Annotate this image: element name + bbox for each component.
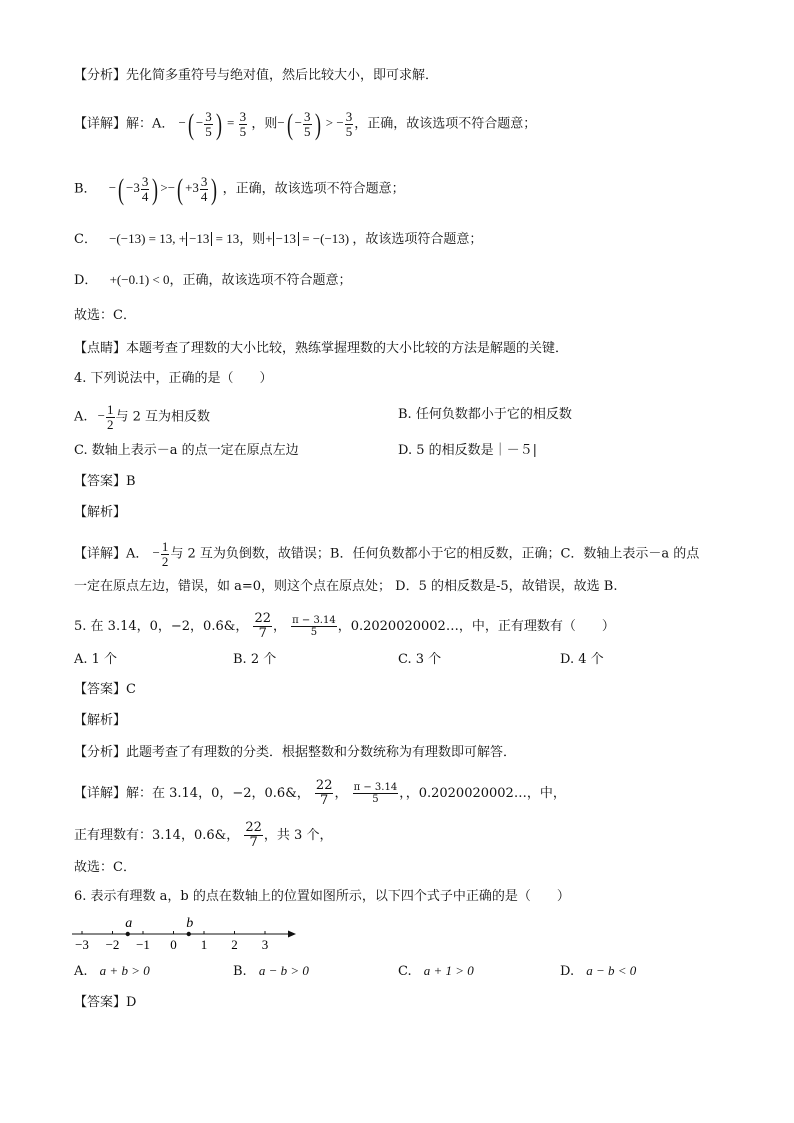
q6-option-b <box>233 961 309 982</box>
denominator: 5 <box>345 124 353 139</box>
q5-option-b: B. 2 个 <box>233 652 277 667</box>
denominator: 4 <box>200 189 208 204</box>
detail-tail: ，正确，故该选项不符合题意； <box>222 181 405 197</box>
then-text: ，则 <box>239 232 266 247</box>
question-prefix: 5. 在 3.14，0，−2，0. <box>74 619 216 634</box>
q6-option-c <box>398 961 474 982</box>
axis-tick-label: 0 <box>170 937 177 952</box>
q5-option-d: D. 4 个 <box>560 652 604 667</box>
detail-4-line2: 一定在原点左边，错误，如 a=0，则这个点在原点处； D．5 的相反数是-5，故错误，故选 B. <box>74 579 618 594</box>
numerator: 3 <box>200 174 208 189</box>
axis-tick-label: 2 <box>231 937 238 952</box>
numerator: 3 <box>205 109 212 124</box>
mixed-whole: −3 <box>126 180 140 196</box>
detail-line-b <box>74 172 405 206</box>
numerator: 3 <box>304 109 311 124</box>
detail-5: 【详解】解：在 3.14，0，−2，0.6̇&， $\frac{22}{7}$ ， $\frac{\pi - 3.14}{5}$ ，，0.2020020002…，中， <box>74 778 566 808</box>
minus-sign: − <box>336 115 344 131</box>
denominator: 5 <box>205 124 212 139</box>
choose-line-1: 故选：C． <box>74 308 136 323</box>
numerator: 1 <box>161 539 169 554</box>
axis-tick-label: 3 <box>261 937 269 952</box>
q6-option-a <box>74 961 150 982</box>
repeating-decimal: 6̇ <box>215 619 224 634</box>
repeating-mark: & <box>223 619 236 634</box>
equals-sign: = <box>226 115 235 131</box>
paren-close: ) <box>215 107 222 141</box>
fraction <box>244 821 263 850</box>
q6-option-d <box>560 961 636 982</box>
detail-tail: ，正确，故该选项不符合题意； <box>169 273 352 288</box>
option-expr: a − b > 0 <box>258 963 309 978</box>
analysis-line-1 <box>74 66 438 86</box>
minus-sign: − <box>195 115 204 131</box>
denominator: 7 <box>258 626 267 641</box>
absolute-value: −13 <box>186 232 212 246</box>
numerator: 3 <box>239 109 247 124</box>
answer-5: 【答案】C <box>74 682 136 697</box>
option-text: 与 2 互为相反数 <box>115 409 211 425</box>
detail-line-d <box>74 270 352 291</box>
detail-tail: ，正确，故该选项不符合题意； <box>354 116 537 132</box>
point-a-dot <box>126 932 130 936</box>
paren-close: ) <box>211 172 218 206</box>
numerator: 3 <box>345 109 353 124</box>
axis-tick-label: 1 <box>200 937 208 952</box>
minus-sign: − <box>178 115 186 131</box>
paren-open: ( <box>187 107 194 141</box>
number-line <box>70 910 300 955</box>
detail-prefix: 【详解】解：A． <box>74 116 175 132</box>
q4-option-b: B. 任何负数都小于它的相反数 <box>398 407 572 422</box>
question-4: 4. 下列说法中，正确的是（ ） <box>74 371 273 386</box>
minus-sign: − <box>152 545 160 561</box>
option-label: A. <box>74 964 88 979</box>
q5-option-c: C. 3 个 <box>398 652 442 667</box>
choose-line-5: 故选：C． <box>74 860 136 875</box>
point-b-label: b <box>186 916 194 931</box>
numerator: π − 3.14 <box>353 782 398 793</box>
fraction <box>200 175 209 204</box>
math-expr-b <box>108 172 223 206</box>
repeating-mark: & <box>285 786 297 801</box>
answer-4: 【答案】B <box>74 474 136 489</box>
denominator: 7 <box>320 793 329 808</box>
numerator: 22 <box>254 611 271 626</box>
expr-part: −(−13) = 13, + <box>109 231 187 246</box>
greater-sign: > <box>160 180 168 196</box>
axis-tick-label: −3 <box>75 937 89 952</box>
detail-line-a <box>74 107 537 141</box>
detail-text: 与 2 互为负倒数，故错误；B．任何负数都小于它的相反数，正确；C．数轴上表示－a 的点 <box>170 546 700 562</box>
point-b-dot <box>187 932 191 936</box>
denominator: 7 <box>249 835 258 850</box>
detail-line-c <box>74 229 482 250</box>
expr-part: = 13 <box>215 231 240 246</box>
paren-close: ) <box>314 107 321 141</box>
question-6: 6. 表示有理数 a，b 的点在数轴上的位置如图所示，以下四个式子中正确的是（ ） <box>74 889 570 904</box>
minus-sign: − <box>277 115 285 131</box>
fraction <box>106 403 115 432</box>
detail-tail: ，故该选项符合题意； <box>352 232 483 247</box>
option-label: D. <box>560 964 575 979</box>
denominator: 4 <box>141 189 149 204</box>
detail-prefix: 【详解】解：在 3.14，0，−2，0. <box>74 786 277 801</box>
math-neg-half <box>152 539 171 569</box>
option-expr: a + b > 0 <box>99 963 150 978</box>
numerator: 22 <box>245 820 262 835</box>
then-text: ，则 <box>251 116 278 132</box>
option-label: A. <box>74 409 88 425</box>
q4-option-c: C. 数轴上表示－a 的点一定在原点左边 <box>74 443 299 458</box>
option-label-c: C． <box>74 232 97 247</box>
math-expr-c <box>109 231 239 246</box>
minus-sign: − <box>108 180 117 196</box>
paren-close: ) <box>152 172 159 206</box>
absolute-value: −13 <box>273 232 299 246</box>
fraction <box>161 540 170 569</box>
denominator: 5 <box>304 124 311 139</box>
detail-4-line1 <box>74 540 699 569</box>
detail-prefix: 【详解】A． <box>74 546 149 562</box>
option-label: C. <box>398 964 412 979</box>
denominator: 5 <box>372 794 379 805</box>
option-label-d: D． <box>74 273 98 288</box>
fraction <box>345 110 354 139</box>
option-expr: a + 1 > 0 <box>423 963 474 978</box>
fraction-pi <box>353 782 399 805</box>
minus-sign: − <box>167 180 176 196</box>
q4-option-d: D. 5 的相反数是｜－５| <box>398 443 538 458</box>
axis-tick-label: −1 <box>136 937 150 952</box>
fraction <box>239 110 248 139</box>
point-a-label: a <box>125 916 133 931</box>
answer-6: 【答案】D <box>74 995 137 1010</box>
repeating-decimal: 6̇ <box>276 786 286 801</box>
repeating-mark: & <box>214 828 227 843</box>
option-label: B. <box>233 964 247 979</box>
numerator: 1 <box>107 402 114 417</box>
numerator: 22 <box>315 778 333 793</box>
axis-arrow-icon <box>288 931 296 938</box>
fraction <box>141 175 150 204</box>
mixed-whole: +3 <box>185 180 199 196</box>
text-suffix: ，共 3 个， <box>263 828 333 843</box>
detail-suffix: ，0.2020020002…，中， <box>405 786 566 801</box>
fraction <box>303 110 312 139</box>
analysis-text: 【分析】先化简多重符号与绝对值，然后比较大小，即可求解． <box>74 68 439 83</box>
text-prefix: 正有理数有：3.14，0. <box>74 828 207 843</box>
math-expr-d: +(−0.1) < 0 <box>109 272 170 287</box>
fraction <box>315 779 334 808</box>
fraction <box>253 612 272 641</box>
fraction-pi <box>291 615 337 638</box>
jiexi-5: 【解析】 <box>74 713 127 728</box>
math-expr-a <box>178 107 252 141</box>
minus-sign: − <box>294 115 303 131</box>
math-expr-a2 <box>277 107 354 141</box>
denominator: 2 <box>107 417 114 432</box>
plus-sign: + <box>265 231 273 246</box>
option-label-b: B． <box>74 181 97 197</box>
question-5: 5. 在 3.14，0，−2，0.6̇&， $\frac{22}{7}$ ， $\frac{\pi - 3.14}{5}$ ，0.2020020002…，中，正有理数有（ ） <box>74 611 615 641</box>
denominator: 5 <box>310 627 318 638</box>
numerator: π − 3.14 <box>292 615 336 626</box>
option-expr: a − b < 0 <box>586 963 637 978</box>
paren-open: ( <box>118 172 125 206</box>
numerator: 3 <box>141 174 149 189</box>
repeating-decimal: 6̇ <box>206 828 215 843</box>
denominator: 5 <box>239 124 247 139</box>
greater-sign: > <box>325 115 334 131</box>
minus-sign: − <box>97 408 106 424</box>
math-expr-c2 <box>265 231 352 246</box>
positive-rationals: 正有理数有：3.14，0.6̇&， $\frac{22}{7}$ ，共 3 个， <box>74 820 333 850</box>
paren-open: ( <box>177 172 184 206</box>
jiexi-4: 【解析】 <box>74 505 127 520</box>
analysis-5: 【分析】此题考查了有理数的分类．根据整数和分数统称为有理数即可解答． <box>74 745 517 760</box>
expr-part: = −(−13) <box>302 231 350 246</box>
question-suffix: ，0.2020020002…，中，正有理数有（ ） <box>337 619 615 634</box>
axis-tick-label: −2 <box>105 937 120 952</box>
fraction <box>204 110 213 139</box>
denominator: 2 <box>161 554 169 569</box>
key-point-line: 【点睛】本题考查了理数的大小比较，熟练掌握理数的大小比较的方法是解题的关键． <box>74 341 569 356</box>
math-neg-half <box>97 402 116 432</box>
paren-open: ( <box>286 107 293 141</box>
q5-option-a: A. 1 个 <box>74 652 118 667</box>
q4-option-a <box>74 403 210 432</box>
